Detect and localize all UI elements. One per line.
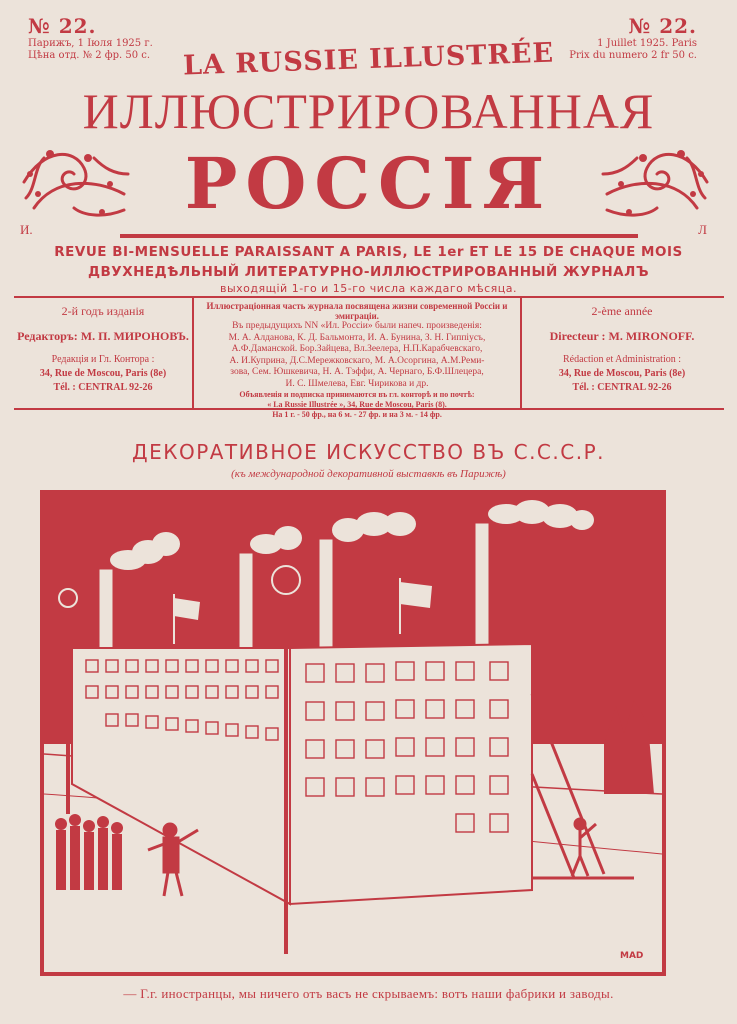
subtitle-russian-frequency: выходящій 1-го и 15-го числа каждаго мѣсяца. [220,282,517,295]
illustration-frame [40,490,666,976]
issue-number-right: № 22. [628,14,697,38]
subtitle-russian: ДВУХНЕДѢЛЬНЫЙ ЛИТЕРАТУРНО-ИЛЛЮСТРИРОВАННЫЙ ЖУРНАЛЪ [87,264,650,280]
editor-left: Редакторъ: М. П. МИРОНОВЪ. [17,329,189,343]
artist-signature: MAD [620,951,644,961]
address-right: 34, Rue de Moscou, Paris (8e) [558,368,686,379]
price-line-right: Prix du numero 2 fr 50 c. [569,50,697,61]
office-left: Редакція и Гл. Контора : [51,354,155,365]
masthead-rossia: РОССІЯ [184,142,553,225]
authors-line: М. А. Алданова, К. Д. Бальмонта, И. А. Бунина, З. Н. Гиппіусъ, [228,332,486,343]
masthead-title: ИЛЛЮСТРИРОВАННАЯ [82,83,655,139]
illustration-note: Иллюстраціонная часть журнала посвящена жизни современной Россіи и эмиграціи. [206,301,508,321]
price-line-left: Цѣна отд. № 2 фр. 50 с. [28,50,151,61]
date-line-left: Парижъ, 1 Іюля 1925 г. [28,38,153,49]
factory-facade-illustration [44,494,662,972]
authors-list [194,321,520,390]
masthead-rule [120,234,638,238]
authors-line: А.Ф.Даманской. Бор.Зайцева, Вл.Зеелера, Н.П.Карабчевскаго, [231,344,483,354]
year-left: 2-й годъ изданія [61,304,145,318]
authors-line: А. И.Куприна, Д.С.Мережковскаго, М. А.Осоргина, А.М.Реми- [229,355,485,366]
illustration-caption: — Г.г. иностранцы, мы ничего отъ васъ не скрываемъ: вотъ наши фабрики и заводы. [123,986,614,1001]
address-left: 34, Rue de Moscou, Paris (8e) [39,368,167,379]
date-line-right: 1 Juillet 1925. Paris [597,38,697,49]
tel-left: Tél. : CENTRAL 92-26 [53,382,153,393]
info-column-middle [192,298,522,419]
subtitle-french: REVUE BI-MENSUELLE PARAISSANT A PARIS, LE 1er ET LE 15 DE CHAQUE MOIS [54,244,683,260]
editor-right: Directeur : M. MIRONOFF. [549,329,695,343]
info-column-left [14,298,192,408]
ornament-letter-left: И. [20,222,33,237]
authors-line: зова, Сем. Юшкевича, Н. А. Тэффи, А. Чернаго, Б.Ф.Шлецера, [230,367,484,377]
tel-right: Tél. : CENTRAL 92-26 [572,382,672,393]
article-title: ДЕКОРАТИВНОЕ ИСКУССТВО ВЪ С.С.С.Р. [131,440,605,464]
latin-masthead: LA RUSSIE ILLUSTRÉE [182,37,555,82]
issue-number-left: № 22. [28,14,97,38]
article-subtitle: (къ международной декоративной выставкѣ въ Парижѣ) [231,468,506,480]
authors-line: Въ предыдущихъ NN «Ил. Россіи» были напеч. произведенія: [232,321,482,331]
subscription-price: На 1 г. - 50 фр., на 6 м. - 27 фр. и на 3 м. - 14 фр. [272,410,442,419]
subscription-note: Объявленія и подписка принимаются въ гл. конторѣ и по почтѣ: [239,390,475,399]
ornament-letter-right: Л [698,222,707,237]
office-right: Rédaction et Administration : [562,354,682,365]
authors-line: И. С. Шмелева, Евг. Чирикова и др. [285,378,429,389]
year-right: 2-ème année [591,304,653,318]
info-box [14,296,724,419]
info-column-right [520,298,724,408]
subscription-address: « La Russie Illustrée », 34, Rue de Moscou, Paris (8). [267,400,447,409]
